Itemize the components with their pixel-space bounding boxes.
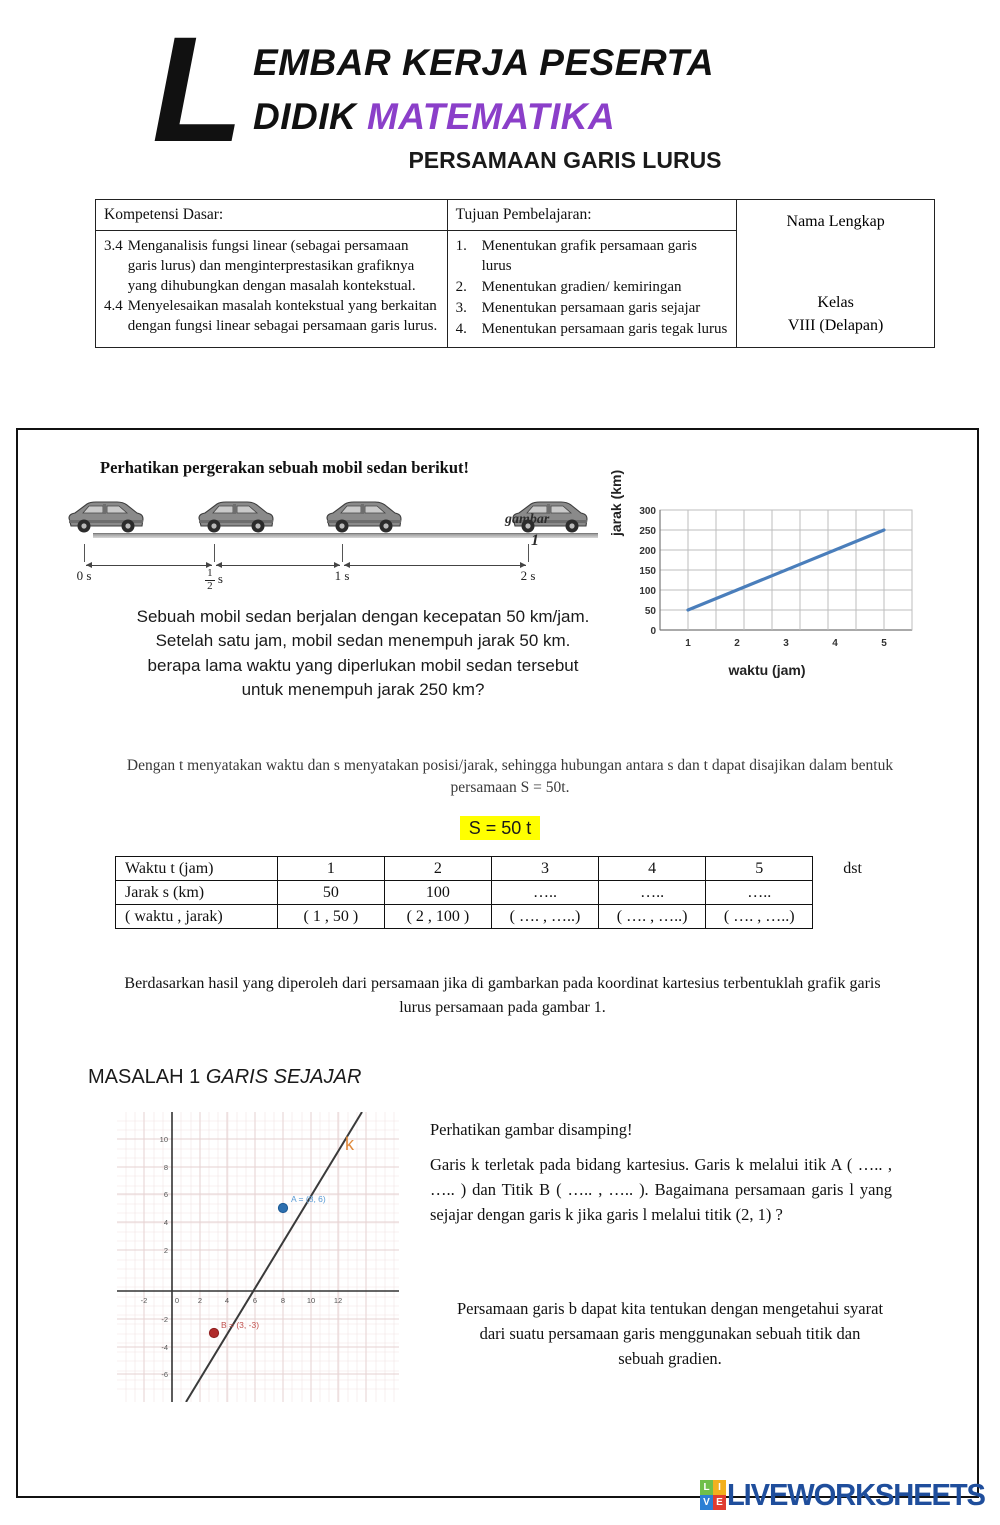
answer-blank[interactable]: ( …. , …..) (706, 905, 813, 929)
car-icon (193, 496, 279, 536)
row-label: Jarak s (km) (116, 881, 278, 905)
cartesian-plot (117, 1112, 399, 1402)
time-distance-table (115, 856, 893, 929)
page-header (0, 0, 1000, 185)
svg-text:2: 2 (197, 1296, 203, 1305)
svg-text:5: 5 (881, 638, 887, 649)
table-cell: 3 (491, 857, 598, 881)
car-narrative-text: Sebuah mobil sedan berjalan dengan kecepatan 50 km/jam. Setelah satu jam, mobil sedan menempuh jarak 50 km. berapa lama waktu yang diperlukan mobil sedan tersebut untuk menempuh jarak 250 km? (136, 607, 590, 700)
liveworksheets-brand-text: LIVEWORKSHEETS (727, 1477, 985, 1512)
kelas-label: Kelas (817, 293, 854, 311)
kd-item-text: Menyelesaikan masalah kontekstual yang berkaitan dengan fungsi linear sebagai persamaan garis lurus. (127, 297, 438, 334)
persamaan-garis-note-text: Persamaan garis b dapat kita tentukan dengan mengetahui syarat dari suatu persamaan garis menggunakan sebuah titik dan sebuah gradien. (456, 1299, 884, 1369)
worksheet-subtitle: PERSAMAAN GARIS LURUS (408, 147, 722, 173)
table-row (116, 905, 893, 929)
title-line2-plain: DIDIK (253, 96, 367, 137)
fraction-one-half (205, 568, 215, 592)
tujuan-item-text: Menentukan persamaan garis sejajar (481, 299, 701, 316)
list-item (104, 297, 439, 337)
list-item (456, 320, 729, 340)
chart-x-axis-title: waktu (jam) (728, 662, 806, 678)
svg-text:8: 8 (163, 1163, 168, 1172)
car-icon (321, 496, 407, 536)
svg-text:1: 1 (685, 638, 691, 649)
svg-text:2: 2 (163, 1246, 168, 1255)
student-identity-cell (737, 200, 935, 348)
logo-letter-v: V (700, 1495, 713, 1510)
tujuan-item-text: Menentukan gradien/ kemiringan (481, 278, 682, 295)
svg-text:100: 100 (639, 586, 656, 597)
table-cell-dst: dst (843, 859, 862, 877)
kd-item-text: Menganalisis fungsi linear (sebagai persamaan garis lurus) dan menginterprestasikan grafiknya yang dihubungkan dengan masalah kontekstual. (127, 238, 416, 294)
table-cell: 5 (706, 857, 813, 881)
svg-text:8: 8 (280, 1296, 286, 1305)
point-a-label: A = (8, 6) (291, 1194, 326, 1204)
table-row (96, 200, 935, 231)
tujuan-list (456, 237, 729, 340)
tujuan-item-text: Menentukan grafik persamaan garis lurus (481, 238, 697, 274)
answer-blank[interactable]: ( …. , …..) (599, 905, 706, 929)
dengan-explanation-text: Dengan t menyatakan waktu dan s menyatakan posisi/jarak, sehingga hubungan antara s dan t dapat disajikan dalam bentuk persamaan S = 50t. (126, 757, 894, 797)
kompetensi-dasar-list (96, 231, 448, 348)
figure-caption-word: gambar (505, 512, 550, 527)
time-label-0s: 0 s (76, 568, 92, 583)
chart-y-axis-title: jarak (km) (608, 469, 624, 536)
svg-text:0: 0 (650, 626, 656, 637)
logo-letter-i: I (713, 1480, 726, 1495)
row-label: ( waktu , jarak) (116, 905, 278, 929)
tujuan-item-number: 3. (455, 299, 467, 316)
chart-plot-area (612, 500, 922, 660)
table-row (116, 857, 893, 881)
table-cell: 1 (277, 857, 384, 881)
svg-text:4: 4 (163, 1218, 168, 1227)
tujuan-item-text: Menentukan persamaan garis tegak lurus (481, 320, 728, 337)
svg-text:0: 0 (174, 1296, 180, 1305)
row-label: Waktu t (jam) (116, 857, 278, 881)
car-question-title: Perhatikan pergerakan sebuah mobil sedan berikut! (100, 458, 469, 477)
svg-text:12: 12 (333, 1296, 343, 1305)
competency-table (95, 199, 935, 348)
kd-item-number: 4.4 (104, 297, 123, 314)
svg-text:50: 50 (644, 606, 656, 617)
liveworksheets-logo-squares (700, 1480, 726, 1510)
list-item (104, 237, 439, 297)
car-icon (63, 496, 149, 536)
masalah-1-heading (88, 1066, 361, 1089)
time-label-half-s: $\frac{1}{2}$ s (207, 567, 223, 592)
liveworksheets-logo[interactable] (700, 1478, 1000, 1512)
svg-text:3: 3 (783, 638, 789, 649)
svg-text:300: 300 (639, 506, 656, 517)
interval-arrow (344, 565, 526, 566)
figure-caption (505, 512, 549, 550)
svg-text:10: 10 (306, 1296, 316, 1305)
nama-lengkap-label: Nama Lengkap (786, 212, 885, 230)
time-distance-table-wrapper (115, 856, 893, 929)
time-label-1s: 1 s (334, 568, 350, 583)
svg-text:10: 10 (159, 1135, 168, 1144)
logo-letter-e: E (713, 1495, 726, 1510)
figure-caption-number: 1 (531, 532, 539, 549)
answer-blank[interactable]: ….. (599, 881, 706, 905)
svg-text:6: 6 (252, 1296, 258, 1305)
table-cell-empty (813, 881, 893, 905)
svg-text:-4: -4 (161, 1343, 168, 1352)
title-line2-accent: MATEMATIKA (367, 96, 616, 137)
table-cell-empty (813, 905, 893, 929)
svg-text:2: 2 (734, 638, 740, 649)
svg-text:4: 4 (224, 1296, 230, 1305)
svg-text:200: 200 (639, 546, 656, 557)
competency-table-wrapper (95, 199, 935, 348)
table-cell: ( 2 , 100 ) (384, 905, 491, 929)
answer-blank[interactable]: ….. (491, 881, 598, 905)
table-cell: ( 1 , 50 ) (277, 905, 384, 929)
perhatikan-gambar-text: Perhatikan gambar disamping! (430, 1120, 633, 1139)
worksheet-title-line-2 (253, 96, 615, 138)
kelas-value: VIII (Delapan) (787, 316, 884, 334)
drop-cap-letter: L (152, 5, 244, 173)
svg-text:4: 4 (832, 638, 838, 649)
garis-k-question-text: Garis k terletak pada bidang kartesius. Garis k melalui itik A ( ….. , ….. ) dan Titik B ( ….. , ….. ). Bagaimana persamaan garis l yang sejajar dengan garis k jika garis l melalui titik (2, 1) ? (430, 1155, 892, 1225)
answer-blank[interactable]: ….. (706, 881, 813, 905)
answer-blank[interactable]: ( …. , …..) (491, 905, 598, 929)
masalah-label: MASALAH 1 (88, 1066, 206, 1088)
kd-item-number: 3.4 (104, 238, 123, 254)
svg-text:6: 6 (163, 1190, 168, 1199)
berdasarkan-text: Berdasarkan hasil yang diperoleh dari persamaan jika di gambarkan pada koordinat kartesius terbentuklah grafik garis lurus persamaan pada gambar 1. (124, 975, 881, 1016)
table-cell: 100 (384, 881, 491, 905)
worksheet-title-line-1: EMBAR KERJA PESERTA (253, 42, 715, 83)
tujuan-item-number: 2. (455, 278, 467, 295)
table-cell: 2 (384, 857, 491, 881)
table-cell: 50 (277, 881, 384, 905)
masalah-title: GARIS SEJAJAR (205, 1066, 362, 1088)
svg-text:-2: -2 (140, 1296, 148, 1305)
svg-text:-2: -2 (161, 1315, 168, 1324)
svg-text:250: 250 (639, 526, 656, 537)
interval-arrow (86, 565, 212, 566)
kompetensi-dasar-header: Kompetensi Dasar: (96, 200, 448, 231)
logo-letter-l: L (700, 1480, 713, 1495)
list-item (456, 278, 729, 298)
point-b-label: B = (3, -3) (221, 1320, 260, 1330)
tujuan-item-number: 4. (455, 320, 467, 337)
list-item (456, 237, 729, 277)
table-cell: 4 (599, 857, 706, 881)
tujuan-pembelajaran-list (447, 231, 737, 348)
interval-arrow (216, 565, 340, 566)
table-row (116, 881, 893, 905)
line-k-label: k (345, 1134, 354, 1154)
formula-highlight-wrapper (0, 818, 1000, 839)
time-label-2s: 2 s (520, 568, 536, 583)
tujuan-item-number: 1. (455, 238, 467, 254)
fraction-numerator: 1 (207, 567, 213, 579)
tujuan-pembelajaran-header: Tujuan Pembelajaran: (447, 200, 737, 231)
svg-text:-6: -6 (161, 1370, 168, 1379)
list-item (456, 299, 729, 319)
fraction-denominator: 2 (207, 579, 213, 592)
distance-time-chart (608, 469, 922, 685)
svg-text:150: 150 (639, 566, 656, 577)
formula-highlight: S = 50 t (460, 816, 541, 840)
cartesian-graph (117, 1112, 399, 1402)
